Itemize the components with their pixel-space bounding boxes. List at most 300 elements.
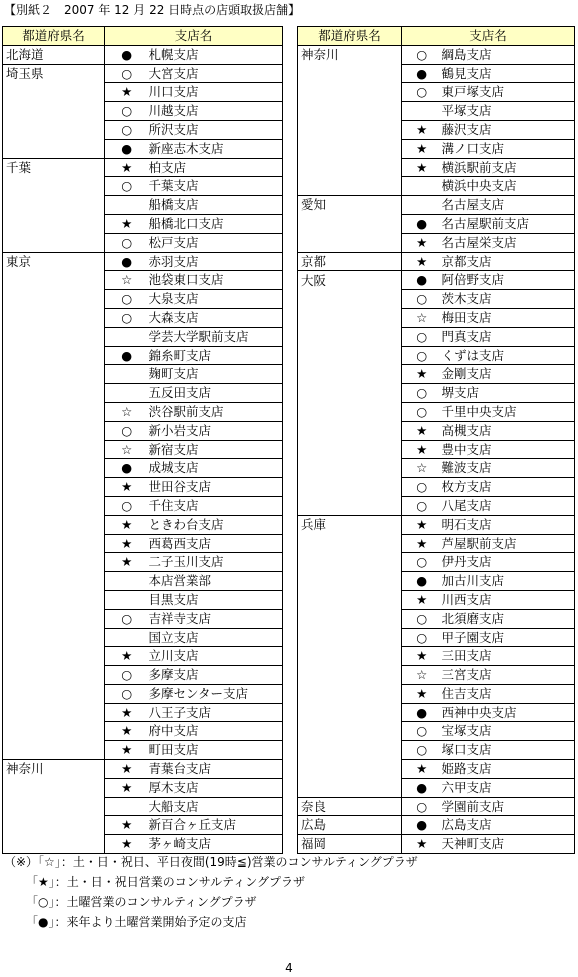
table-row [298, 835, 575, 854]
prefecture-cell [3, 647, 105, 666]
table-row [298, 102, 575, 121]
table-row [298, 308, 575, 327]
branch-name: 三宮支店 [442, 666, 575, 685]
prefecture-cell [298, 684, 402, 703]
status-mark: ★ [105, 722, 149, 741]
prefecture-cell [3, 496, 105, 515]
prefecture-cell [298, 120, 402, 139]
prefecture-cell: 兵庫 [298, 515, 402, 534]
branch-name: 柏支店 [149, 158, 283, 177]
branch-name: 札幌支店 [149, 45, 283, 64]
status-mark: ● [402, 816, 442, 835]
branch-name: 大船支店 [149, 797, 283, 816]
branch-name: 阿倍野支店 [442, 271, 575, 290]
branch-name: 天神町支店 [442, 835, 575, 854]
branch-name: 溝ノ口支店 [442, 139, 575, 158]
table-row [3, 478, 283, 497]
prefecture-cell [3, 590, 105, 609]
prefecture-cell: 埼玉県 [3, 64, 105, 83]
table-row [298, 760, 575, 779]
branch-name: くずは支店 [442, 346, 575, 365]
prefecture-cell [298, 233, 402, 252]
table-row [3, 271, 283, 290]
branch-name: 伊丹支店 [442, 553, 575, 572]
prefecture-cell [298, 346, 402, 365]
table-row [3, 515, 283, 534]
prefecture-cell [3, 214, 105, 233]
status-mark: ○ [105, 177, 149, 196]
table-row [3, 666, 283, 685]
prefecture-cell [298, 308, 402, 327]
table-row [3, 835, 283, 854]
branch-name: 京都支店 [442, 252, 575, 271]
status-mark: ★ [105, 760, 149, 779]
prefecture-cell [298, 703, 402, 722]
page-number: 4 [285, 961, 293, 975]
prefecture-cell [298, 760, 402, 779]
status-mark: ● [402, 271, 442, 290]
status-mark: ★ [402, 233, 442, 252]
branch-name: 平塚支店 [442, 102, 575, 121]
table-row [3, 459, 283, 478]
branch-name: 学芸大学駅前支店 [149, 327, 283, 346]
table-row [3, 177, 283, 196]
status-mark: ☆ [402, 308, 442, 327]
status-mark: ★ [105, 515, 149, 534]
prefecture-cell: 大阪 [298, 271, 402, 290]
status-mark: ★ [105, 214, 149, 233]
branch-name: 錦糸町支店 [149, 346, 283, 365]
prefecture-cell [3, 102, 105, 121]
branch-name: 二子玉川支店 [149, 553, 283, 572]
table-row [3, 102, 283, 121]
branch-name: 池袋東口支店 [149, 271, 283, 290]
branch-name: 難波支店 [442, 459, 575, 478]
table-row [3, 760, 283, 779]
prefecture-cell [3, 440, 105, 459]
table-row [3, 384, 283, 403]
branch-name: 門真支店 [442, 327, 575, 346]
table-row [298, 440, 575, 459]
table-row [298, 496, 575, 515]
branch-name: 名古屋駅前支店 [442, 214, 575, 233]
table-row [3, 252, 283, 271]
branch-name: 五反田支店 [149, 384, 283, 403]
table-row [298, 778, 575, 797]
prefecture-cell [298, 609, 402, 628]
prefecture-cell [3, 778, 105, 797]
status-mark: ★ [402, 252, 442, 271]
prefecture-cell [3, 609, 105, 628]
table-row [298, 365, 575, 384]
table-row [3, 553, 283, 572]
prefecture-cell [298, 83, 402, 102]
note-line: 「●」：来年より土曜営業開始予定の支店 [26, 915, 247, 929]
status-mark: ☆ [402, 666, 442, 685]
branch-name: 厚木支店 [149, 778, 283, 797]
branch-name: ときわ台支店 [149, 515, 283, 534]
status-mark: ★ [402, 421, 442, 440]
prefecture-cell [298, 290, 402, 309]
branch-name: 成城支店 [149, 459, 283, 478]
status-mark: ● [105, 252, 149, 271]
status-mark: ★ [105, 816, 149, 835]
prefecture-cell [298, 553, 402, 572]
status-mark [105, 797, 149, 816]
status-mark: ○ [105, 290, 149, 309]
branch-name: 宝塚支店 [442, 722, 575, 741]
branch-name: 綱島支店 [442, 45, 575, 64]
branch-name: 町田支店 [149, 741, 283, 760]
status-mark: ○ [105, 120, 149, 139]
status-mark: ○ [105, 666, 149, 685]
prefecture-cell [298, 158, 402, 177]
prefecture-cell [3, 703, 105, 722]
branch-name: 立川支店 [149, 647, 283, 666]
table-row [298, 590, 575, 609]
table-row [3, 45, 283, 64]
status-mark [105, 365, 149, 384]
table-row [298, 421, 575, 440]
branch-name: 大森支店 [149, 308, 283, 327]
prefecture-cell [298, 214, 402, 233]
table-row [3, 684, 283, 703]
prefecture-cell [3, 835, 105, 854]
status-mark: ● [105, 139, 149, 158]
branch-name: 金剛支店 [442, 365, 575, 384]
branch-name: 八王子支店 [149, 703, 283, 722]
branch-name: 青葉台支店 [149, 760, 283, 779]
prefecture-cell [3, 196, 105, 215]
status-mark: ○ [402, 797, 442, 816]
table-row [298, 647, 575, 666]
status-mark: ★ [402, 365, 442, 384]
status-mark: ★ [402, 120, 442, 139]
branch-name: 赤羽支店 [149, 252, 283, 271]
branch-name: 多摩支店 [149, 666, 283, 685]
status-mark: ● [105, 459, 149, 478]
prefecture-cell [3, 83, 105, 102]
prefecture-cell [3, 271, 105, 290]
table-row [3, 628, 283, 647]
status-mark: ☆ [105, 440, 149, 459]
status-mark: ○ [402, 553, 442, 572]
status-mark: ○ [402, 402, 442, 421]
table-row [3, 797, 283, 816]
prefecture-cell [298, 440, 402, 459]
prefecture-cell [3, 421, 105, 440]
branch-name: 高槻支店 [442, 421, 575, 440]
branch-name: 姫路支店 [442, 760, 575, 779]
prefecture-cell [3, 327, 105, 346]
prefecture-cell [298, 102, 402, 121]
branch-name: 川越支店 [149, 102, 283, 121]
table-row [3, 214, 283, 233]
status-mark: ○ [402, 628, 442, 647]
table-row [298, 177, 575, 196]
branch-name: 西神中央支店 [442, 703, 575, 722]
status-mark [105, 590, 149, 609]
branch-name: 枚方支店 [442, 478, 575, 497]
status-mark: ★ [105, 835, 149, 854]
table-row [3, 327, 283, 346]
prefecture-cell: 神奈川 [298, 45, 402, 64]
branch-name: 名古屋支店 [442, 196, 575, 215]
status-mark: ○ [402, 384, 442, 403]
status-mark [105, 384, 149, 403]
prefecture-cell [3, 384, 105, 403]
prefecture-cell [3, 628, 105, 647]
status-mark: ○ [402, 290, 442, 309]
status-mark: ★ [402, 590, 442, 609]
table-row [3, 290, 283, 309]
table-row [3, 590, 283, 609]
branch-name: 加古川支店 [442, 572, 575, 591]
table-row [298, 515, 575, 534]
table-row [298, 120, 575, 139]
table-row [298, 214, 575, 233]
prefecture-cell [3, 120, 105, 139]
table-row [298, 722, 575, 741]
prefecture-cell [3, 402, 105, 421]
branch-name: 松戸支店 [149, 233, 283, 252]
status-mark: ★ [402, 647, 442, 666]
prefecture-cell [298, 722, 402, 741]
status-mark [105, 628, 149, 647]
prefecture-cell [3, 816, 105, 835]
prefecture-cell [3, 684, 105, 703]
table-row [3, 158, 283, 177]
table-row [298, 666, 575, 685]
status-mark: ★ [402, 760, 442, 779]
status-mark: ○ [105, 609, 149, 628]
branch-name: 西葛西支店 [149, 534, 283, 553]
branch-name: 豊中支店 [442, 440, 575, 459]
prefecture-cell [298, 139, 402, 158]
branch-name: 本店営業部 [149, 572, 283, 591]
branch-name: 住吉支店 [442, 684, 575, 703]
prefecture-cell [298, 402, 402, 421]
status-mark: ★ [105, 741, 149, 760]
branch-name: 渋谷駅前支店 [149, 402, 283, 421]
prefecture-cell [3, 572, 105, 591]
status-mark [402, 102, 442, 121]
status-mark: ☆ [105, 402, 149, 421]
table-row [3, 64, 283, 83]
status-mark: ★ [402, 139, 442, 158]
status-mark: ★ [402, 835, 442, 854]
branch-name: 大泉支店 [149, 290, 283, 309]
branch-name: 船橋北口支店 [149, 214, 283, 233]
table-row [3, 647, 283, 666]
branch-name: 横浜中央支店 [442, 177, 575, 196]
branch-name: 新宿支店 [149, 440, 283, 459]
branch-name: 目黒支店 [149, 590, 283, 609]
table-row [3, 308, 283, 327]
table-row [298, 327, 575, 346]
table-row [298, 572, 575, 591]
branch-name: 千里中央支店 [442, 402, 575, 421]
header-prefecture: 都道府県名 [298, 27, 402, 46]
prefecture-cell [298, 572, 402, 591]
branch-name: 府中支店 [149, 722, 283, 741]
table-row [298, 233, 575, 252]
table-row [298, 290, 575, 309]
prefecture-cell [298, 459, 402, 478]
status-mark: ○ [402, 45, 442, 64]
status-mark: ○ [105, 308, 149, 327]
branch-name: 大宮支店 [149, 64, 283, 83]
status-mark: ☆ [105, 271, 149, 290]
table-row [298, 628, 575, 647]
status-mark: ★ [105, 534, 149, 553]
status-mark: ○ [105, 684, 149, 703]
prefecture-cell [3, 666, 105, 685]
table-row [298, 741, 575, 760]
branch-name: 国立支店 [149, 628, 283, 647]
prefecture-cell [298, 64, 402, 83]
status-mark: ● [105, 346, 149, 365]
status-mark: ★ [105, 158, 149, 177]
status-mark: ● [402, 572, 442, 591]
status-mark [105, 327, 149, 346]
branch-name: 横浜駅前支店 [442, 158, 575, 177]
status-mark: ★ [105, 83, 149, 102]
prefecture-cell: 広島 [298, 816, 402, 835]
branch-name: 塚口支店 [442, 741, 575, 760]
branch-name: 六甲支店 [442, 778, 575, 797]
prefecture-cell [298, 590, 402, 609]
branch-name: 茅ヶ崎支店 [149, 835, 283, 854]
branch-name: 堺支店 [442, 384, 575, 403]
table-row [298, 83, 575, 102]
prefecture-cell: 東京 [3, 252, 105, 271]
status-mark: ● [402, 64, 442, 83]
header-branch: 支店名 [402, 27, 575, 46]
prefecture-cell [298, 384, 402, 403]
branch-name: 東戸塚支店 [442, 83, 575, 102]
branch-name: 船橋支店 [149, 196, 283, 215]
prefecture-cell [298, 421, 402, 440]
branch-name: 新小岩支店 [149, 421, 283, 440]
branch-name: 新座志木支店 [149, 139, 283, 158]
table-row [3, 421, 283, 440]
table-row [3, 440, 283, 459]
table-row [3, 722, 283, 741]
status-mark: ★ [105, 703, 149, 722]
prefecture-cell: 神奈川 [3, 760, 105, 779]
table-row [298, 797, 575, 816]
table-row [298, 45, 575, 64]
status-mark: ★ [402, 534, 442, 553]
prefecture-cell: 北海道 [3, 45, 105, 64]
document-title: 【別紙２ 2007 年 12 月 22 日時点の店頭取扱店舗】 [4, 3, 301, 17]
status-mark: ★ [105, 778, 149, 797]
status-mark: ★ [402, 515, 442, 534]
branch-name: 吉祥寺支店 [149, 609, 283, 628]
status-mark: ● [402, 703, 442, 722]
prefecture-cell [3, 534, 105, 553]
prefecture-cell [3, 308, 105, 327]
table-row [298, 346, 575, 365]
header-branch: 支店名 [105, 27, 283, 46]
status-mark: ○ [402, 722, 442, 741]
prefecture-cell [298, 177, 402, 196]
table-row [3, 83, 283, 102]
branch-name: 名古屋栄支店 [442, 233, 575, 252]
status-mark: ○ [402, 83, 442, 102]
table-row [298, 684, 575, 703]
status-mark: ○ [105, 421, 149, 440]
branch-name: 学園前支店 [442, 797, 575, 816]
prefecture-cell [3, 459, 105, 478]
table-row [3, 609, 283, 628]
prefecture-cell: 京都 [298, 252, 402, 271]
table-row [3, 703, 283, 722]
branch-name: 新百合ヶ丘支店 [149, 816, 283, 835]
branch-name: 甲子園支店 [442, 628, 575, 647]
prefecture-cell [298, 365, 402, 384]
branch-name: 千葉支店 [149, 177, 283, 196]
prefecture-cell [298, 628, 402, 647]
prefecture-cell [298, 478, 402, 497]
branch-name: 藤沢支店 [442, 120, 575, 139]
table-row [298, 139, 575, 158]
prefecture-cell [3, 797, 105, 816]
prefecture-cell [3, 478, 105, 497]
status-mark: ● [402, 778, 442, 797]
table-row [298, 478, 575, 497]
prefecture-cell: 福岡 [298, 835, 402, 854]
table-row [298, 553, 575, 572]
table-row [298, 534, 575, 553]
status-mark: ★ [402, 158, 442, 177]
branch-name: 北須磨支店 [442, 609, 575, 628]
branch-table-right [297, 26, 575, 854]
prefecture-cell [298, 778, 402, 797]
table-row [298, 402, 575, 421]
branch-name: 世田谷支店 [149, 478, 283, 497]
branch-name: 八尾支店 [442, 496, 575, 515]
table-row [3, 365, 283, 384]
status-mark: ○ [105, 64, 149, 83]
status-mark [402, 177, 442, 196]
branch-name: 三田支店 [442, 647, 575, 666]
branch-name: 広島支店 [442, 816, 575, 835]
branch-name: 所沢支店 [149, 120, 283, 139]
prefecture-cell [3, 290, 105, 309]
status-mark: ★ [105, 553, 149, 572]
prefecture-cell [3, 177, 105, 196]
status-mark: ★ [402, 440, 442, 459]
table-row [3, 741, 283, 760]
status-mark: ○ [105, 233, 149, 252]
status-mark: ☆ [402, 459, 442, 478]
prefecture-cell [3, 139, 105, 158]
prefecture-cell [3, 553, 105, 572]
table-row [3, 139, 283, 158]
note-line: 「★」：土・日・祝日営業のコンサルティングプラザ [26, 875, 305, 889]
branch-name: 麹町支店 [149, 365, 283, 384]
header-prefecture: 都道府県名 [3, 27, 105, 46]
prefecture-cell [298, 741, 402, 760]
prefecture-cell [3, 346, 105, 365]
prefecture-cell [3, 741, 105, 760]
status-mark: ○ [402, 496, 442, 515]
legend-notes [4, 852, 418, 932]
table-row [298, 252, 575, 271]
prefecture-cell [3, 365, 105, 384]
